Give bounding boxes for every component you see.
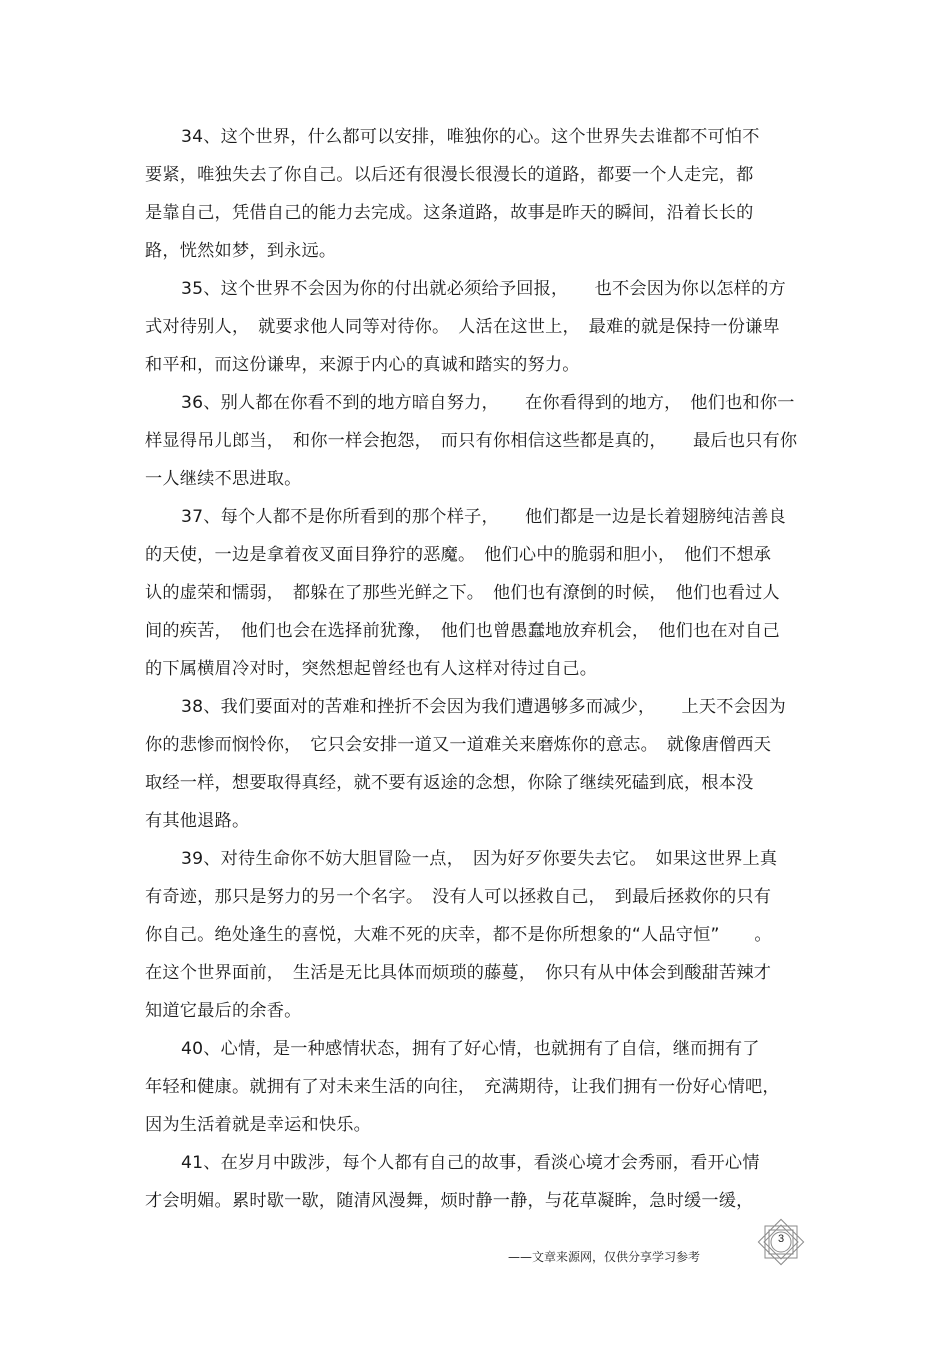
text-line: 和平和，而这份谦卑，来源于内心的真诚和踏实的努力。 (145, 355, 580, 375)
text-line: 取经一样，想要取得真经，就不要有返途的念想，你除了继续死磕到底，根本没 (145, 773, 754, 793)
text-line: 40、心情，是一种感情状态，拥有了好心情，也就拥有了自信，继而拥有了 (181, 1039, 760, 1059)
text-line: 有奇迹，那只是努力的另一个名字。 没有人可以拯救自己， 到最后拯救你的只有 (145, 887, 772, 907)
text-line: 样显得吊儿郎当， 和你一样会抱怨， 而只有你相信这些都是真的， 最后也只有你 (145, 431, 798, 451)
text-line: 36、别人都在你看不到的地方暗自努力， 在你看得到的地方， 他们也和你一 (181, 393, 795, 413)
paragraph-39 (145, 840, 807, 1030)
text-line: 年轻和健康。就拥有了对未来生活的向往， 充满期待，让我们拥有一份好心情吧， (145, 1077, 780, 1097)
text-line: 的下属横眉冷对时，突然想起曾经也有人这样对待过自己。 (145, 659, 598, 679)
text-line: 式对待别人， 就要求他人同等对待你。 人活在这世上， 最难的就是保持一份谦卑 (145, 317, 780, 337)
paragraph-37 (145, 498, 807, 688)
page-number-badge (756, 1217, 806, 1267)
text-line: 是靠自己，凭借自己的能力去完成。这条道路，故事是昨天的瞬间，沿着长长的 (145, 203, 754, 223)
text-line: 你自己。绝处逢生的喜悦，大难不死的庆幸，都不是你所想象的“人品守恒” 。 (145, 925, 772, 945)
text-line: 间的疾苦， 他们也会在选择前犹豫， 他们也曾愚蠢地放弃机会， 他们也在对自己 (145, 621, 780, 641)
text-line: 一人继续不思进取。 (145, 469, 302, 489)
text-line: 39、对待生命你不妨大胆冒险一点， 因为好歹你要失去它。 如果这世界上真 (181, 849, 778, 869)
text-line: 你的悲惨而悯怜你， 它只会安排一道又一道难关来磨炼你的意志。 就像唐僧西天 (145, 735, 772, 755)
text-line: 的天使，一边是拿着夜叉面目狰狞的恶魔。 他们心中的脆弱和胆小， 他们不想承 (145, 545, 772, 565)
text-line: 因为生活着就是幸运和快乐。 (145, 1115, 372, 1135)
text-line: 38、我们要面对的苦难和挫折不会因为我们遭遇够多而减少， 上天不会因为 (181, 697, 786, 717)
paragraph-35 (145, 270, 807, 384)
footer-source-note: ——文章来源网，仅供分享学习参考 (508, 1250, 701, 1264)
paragraph-38 (145, 688, 807, 840)
text-line: 41、在岁月中跋涉，每个人都有自己的故事，看淡心境才会秀丽，看开心情 (181, 1153, 760, 1173)
text-line: 要紧，唯独失去了你自己。以后还有很漫长很漫长的道路，都要一个人走完，都 (145, 165, 754, 185)
text-line: 34、这个世界，什么都可以安排，唯独你的心。这个世界失去谁都不可怕不 (181, 127, 760, 147)
paragraph-41 (145, 1144, 807, 1220)
text-line: 路，恍然如梦，到永远。 (145, 241, 337, 261)
paragraph-34 (145, 118, 807, 270)
page-number: 3 (777, 1233, 785, 1245)
paragraph-36 (145, 384, 807, 498)
text-line: 35、这个世界不会因为你的付出就必须给予回报， 也不会因为你以怎样的方 (181, 279, 786, 299)
text-line: 有其他退路。 (145, 811, 250, 831)
text-line: 才会明媚。累时歇一歇，随清风漫舞，烦时静一静，与花草凝眸，急时缓一缓， (145, 1191, 754, 1211)
text-line: 在这个世界面前， 生活是无比具体而烦琐的藤蔓， 你只有从中体会到酸甜苦辣才 (145, 963, 772, 983)
text-line: 认的虚荣和懦弱， 都躲在了那些光鲜之下。 他们也有潦倒的时候， 他们也看过人 (145, 583, 780, 603)
paragraph-40 (145, 1030, 807, 1144)
article-body (145, 118, 807, 1220)
text-line: 知道它最后的余香。 (145, 1001, 302, 1021)
text-line: 37、每个人都不是你所看到的那个样子， 他们都是一边是长着翅膀纯洁善良 (181, 507, 786, 527)
